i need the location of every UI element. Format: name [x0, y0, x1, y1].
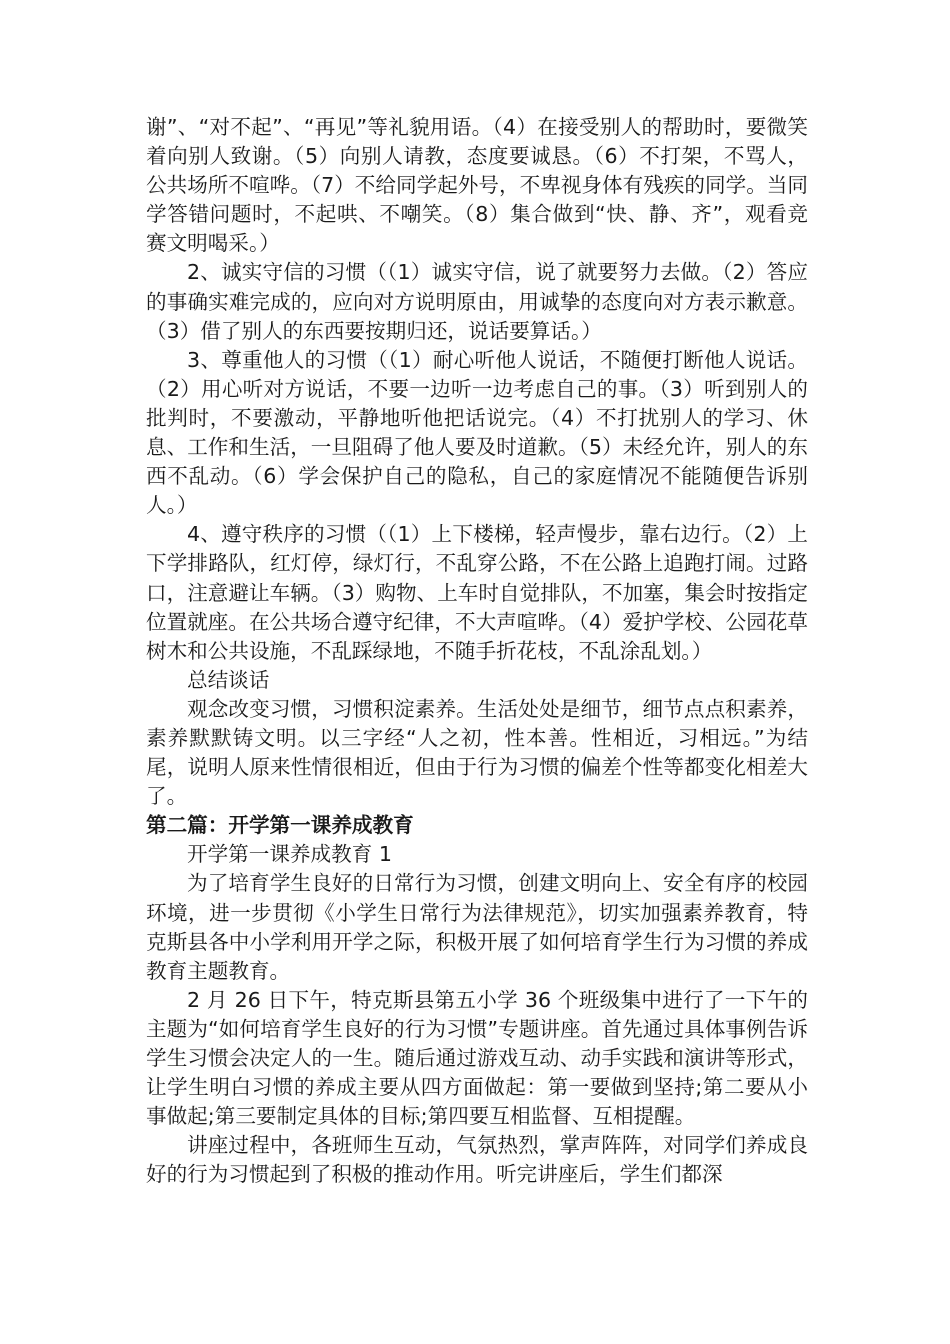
paragraph-summary-title: 总结谈话	[187, 667, 270, 692]
paragraph-respect-habit: 3、尊重他人的习惯（（1）耐心听他人说话，不随便打断他人说话。（2）用心听对方说话，不要一边听一边考虑自己的事。（3）听到别人的批判时，不要激动，平静地听他把话说完。（4）不打扰别人的学习、休息、工作和生活，一旦阻碍了他人要及时道歉。（5）未经允许，别人的东西不乱动。（6）学会保护自己的隐私，自己的家庭情况不能随便告诉别人。）	[146, 347, 808, 518]
paragraph-honesty-habit: 2、诚实守信的习惯（（1）诚实守信，说了就要努力去做。（2）答应的事确实难完成的，应向对方说明原由，用诚挚的态度向对方表示歉意。（3）借了别人的东西要按期归还，说话要算话。）	[146, 260, 808, 343]
paragraph-lecture: 2 月 26 日下午，特克斯县第五小学 36 个班级集中进行了一下午的主题为“如何培育学生良好的行为习惯”专题讲座。首先通过具体事例告诉学生习惯会决定人的一生。随后通过游戏互动、动手实践和演讲等形式，让学生明白习惯的养成主要从四方面做起：第一要做到坚持;第二要从小事做起;第三要制定具体的目标;第四要互相监督、互相提醒。	[146, 987, 808, 1129]
paragraph-subtitle: 开学第一课养成教育 1	[187, 842, 392, 867]
paragraph-order-habit: 4、遵守秩序的习惯（（1）上下楼梯，轻声慢步，靠右边行。（2）上下学排路队，红灯停，绿灯行，不乱穿公路，不在公路上追跑打闹。过路口，注意避让车辆。（3）购物、上车时自觉排队，不加塞，集会时按指定位置就座。在公共场合遵守纪律，不大声喧哗。（4）爱护学校、公园花草树木和公共设施，不乱踩绿地，不随手折花枝，不乱涂乱划。）	[146, 522, 808, 663]
paragraph-lecture-process: 讲座过程中，各班师生互动，气氛热烈，掌声阵阵，对同学们养成良好的行为习惯起到了积极的推动作用。听完讲座后，学生们都深	[146, 1133, 808, 1187]
paragraph-politeness-continued: 谢”、“对不起”、“再见”等礼貌用语。（4）在接受别人的帮助时，要微笑着向别人致谢。（5）向别人请教，态度要诚恳。（6）不打架，不骂人，公共场所不喧哗。（7）不给同学起外号，不卑视身体有残疾的同学。当同学答错问题时，不起哄、不嘲笑。（8）集合做到“快、静、齐”，观看竞赛文明喝采。）	[146, 115, 808, 256]
paragraph-summary-body: 观念改变习惯，习惯积淀素养。生活处处是细节，细节点点积素养，素养默默铸文明。以三字经“人之初，性本善。性相近，习相远。”为结尾，说明人原来性情很相近，但由于行为习惯的偏差个性等都变化相差大了。	[146, 696, 808, 809]
paragraph-intro: 为了培育学生良好的日常行为习惯，创建文明向上、安全有序的校园环境，进一步贯彻《小学生日常行为法律规范》，切实加强素养教育，特克斯县各中小学利用开学之际，积极开展了如何培育学生行为习惯的养成教育主题教育。	[146, 871, 808, 983]
section-heading: 第二篇：开学第一课养成教育	[146, 813, 414, 838]
document-page	[146, 113, 808, 1189]
